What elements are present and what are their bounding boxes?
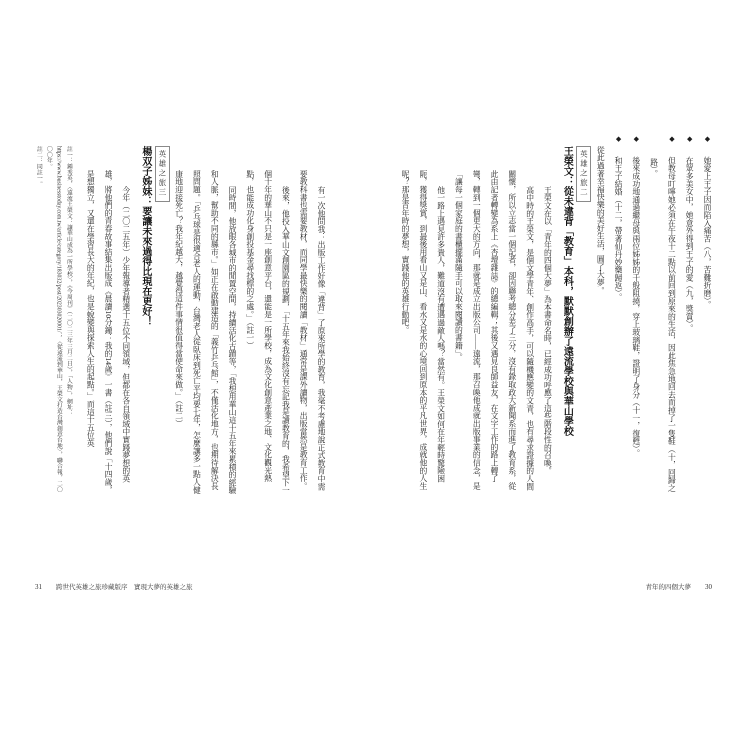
bullet-icon: ◆ (703, 134, 712, 144)
bullet-text: 在眾多美女中，她意外得到王子的愛（九，獎賞）。 (685, 156, 695, 333)
body-paragraph: 同時間，他放眼各城市的閒置空間，持續活化古蹟等，「我想用華山這十五年來累積的經驗和人脈，幫助不同的縣市。」如正在啟動建造的「義竹乒乓館」，不僅活化地方，也期待解決長照問題。「乒乓球是很適合老人的運動，台灣老人從臥床到死亡平均要七年，怎麼讓多一點人健康地迎接死亡？我年紀越大，越覺得這件事情很值得當使命來做。」（註二） (174, 170, 238, 494)
body-paragraph: 有一次他問我：出版工作好像「違背」了原來所學的教育，我毫不考慮地說正式教育中需要教科書也需要教材，而同學最快樂的閱讀「教材」通常是課外讀物，出版當然是教育工作。 (299, 170, 326, 490)
body-paragraph: 王榮文在以「青年的四個大夢」為本書命名時，已經成功呼應了這些階段性的召喚。 (543, 185, 553, 475)
page-number: 30 (705, 583, 712, 591)
bullet-icon: ◆ (614, 134, 624, 144)
section-title: 王榮文：從未違背「教育」本科，默默創辦了遠流學校與華山學校 (561, 146, 573, 436)
footnotes (33, 146, 73, 497)
section-title: 楊双子姊妹：要讓未來過得比現在更好！ (139, 146, 151, 326)
right-page-text (384, 134, 716, 497)
body-paragraph: 他一路上遇見許多貴人，難道沒有遭遇過敵人嗎？當然有。王榮文如何在年輕時驚險困阨，獲得獎賞，到最後用看山又是山、看水又是水的心境回到原本的平凡世界，成就他的人生呢？那是青年時的夢想，實踐他的英雄行動吧。 (401, 170, 446, 490)
bullet-icon: ◆ (685, 134, 695, 144)
running-head: 青年的四個大夢 (645, 584, 691, 591)
running-head: 跨世代英雄之旅珍藏版序 實現大夢的英雄之旅 (56, 584, 193, 591)
bullet-text: 她愛上王子因而陷入痛苦（八，苦難折磨）。 (703, 156, 712, 309)
story-stage-bullet (645, 134, 681, 497)
story-stage-bullet (680, 134, 698, 497)
story-stage-bullet (627, 134, 645, 497)
section-label: 英雄之旅三 (155, 146, 170, 202)
story-stage-bullet (609, 134, 627, 497)
right-page-footer (646, 583, 713, 592)
story-stage-bullet (698, 134, 716, 497)
bullet-text: 後來成功地通過繼母與兩位姊姊的千般阻撓，穿上玻璃鞋，證明了身分（十一，復甦）。 (631, 156, 641, 457)
footnote: 註一：鍾秀英，〈遠流王榮文：讓華山成為一所學校〉，《今周刊》（二〇二三年三月二日），「人物」，網址：https://www.businesstoday.com.tw/article/category/183032/post/202303020001/；〈從遠流到華山，王榮文打造台灣創意台地〉，聯合報，二〇〇〇年。 (45, 146, 72, 492)
bullet-text: 但教母叮嚀她必須在午夜十二點以前回到原來的生活，因此焦急地回去而掉了一隻鞋（十，回歸之路）。 (649, 156, 677, 492)
section-label: 英雄之旅二 (576, 146, 591, 202)
bullet-icon: ◆ (631, 134, 641, 144)
left-page-text (35, 146, 330, 497)
body-paragraph: 後來，他投入華山文創園區的規劃，「十五年來我始終沒有忘記我是讀教育的，我希望下一個十年的華山不只是一座創意平台，還能是一所學校，成為文化創意產業之地、文化觀光熱點，也能成功化身創投基金尋找標的之處。」（註一） (245, 170, 291, 494)
bullet-text: 和王子結婚（十二，帶著仙丹妙藥歸返）。 (614, 156, 624, 301)
story-closing-line: 從此過著幸福快樂的美好生活，圓了大夢。 (596, 146, 606, 295)
left-page-footer (35, 583, 193, 592)
footnote: 註二：同註一。 (35, 146, 42, 187)
body-paragraph: 今年（二〇二五年）少年報導者精選十五位不同領域，但都在各自領域中實踐夢想的英雄，將他們的青春故事結集出版成《晨讀10分鐘：我的14歲》一書（註三），他們說「十四歲，是想獨立，又還在學習長大的年紀，也是蛻變與探索人生的起點。」而這十五位英 (86, 170, 131, 494)
bullet-icon: ◆ (667, 134, 677, 144)
page-number: 31 (35, 583, 42, 591)
body-paragraph: 高中時的王榮文，是個文學青年、創作高手，可以隨機應變的文青，也有尋求證據的人間關懷，所以立志當一個記者，卻因聯考總分差了三分，沒有錄取政大新聞系而進了教育系，從此由記者轉變為系上《杏壇雜誌》的總編輯；其後又遇見良師益友，在文字工作的路上轉了彎，轉到一個更大的方向，那就是成立出版公司——遠流，那召喚他成就出版事業的信念，是「讓每一個家庭的書櫃擺滿隨手可以取來閱讀的書籍」。 (454, 170, 535, 490)
